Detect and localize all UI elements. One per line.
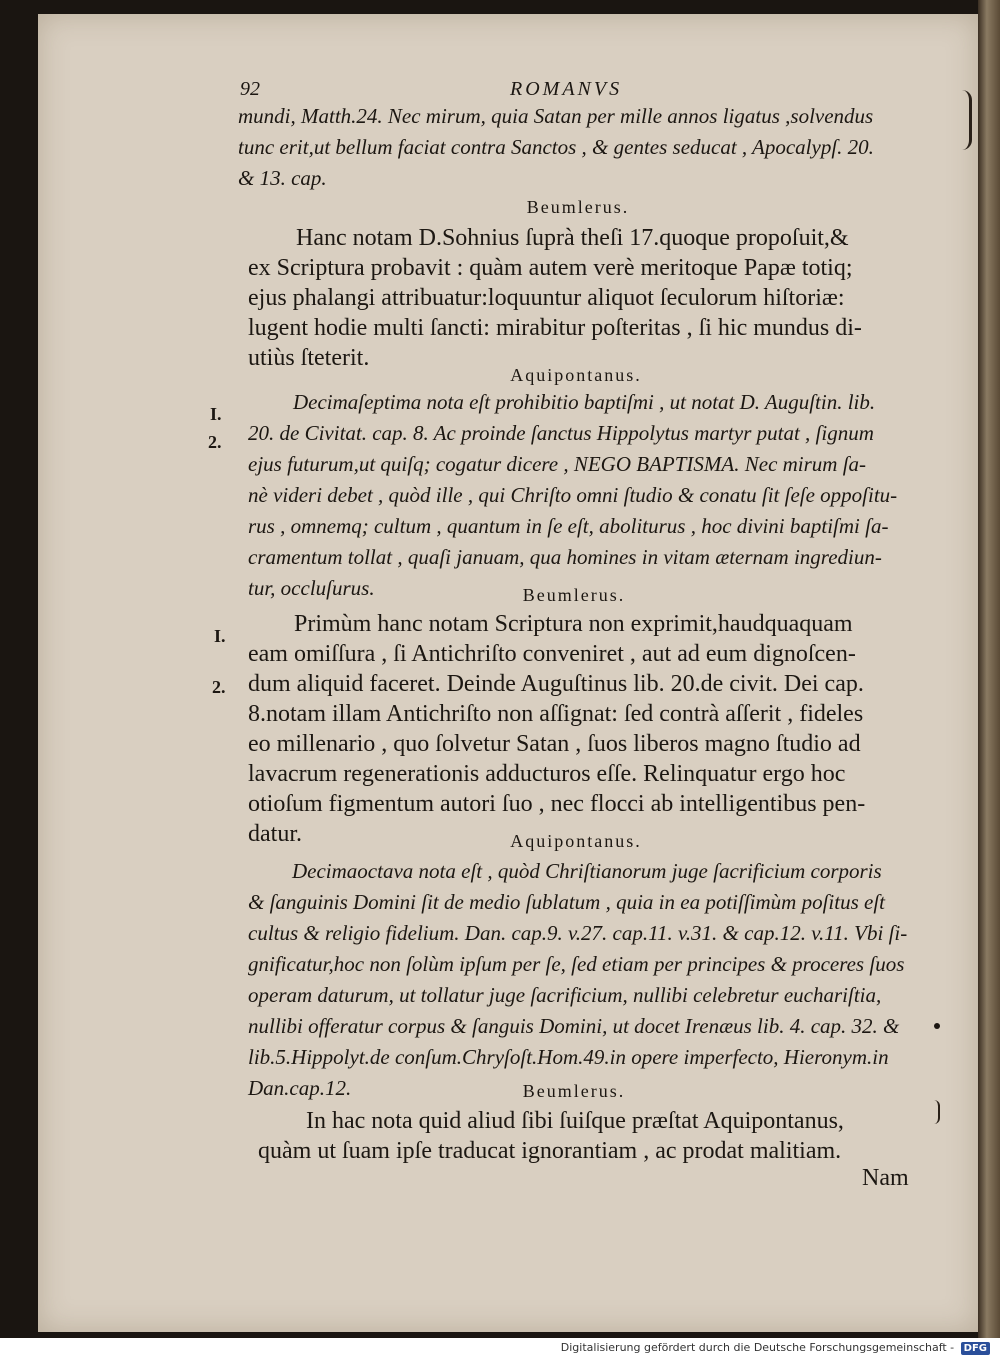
text-line: 8.notam illam Antichriſto non aſſignat: ſed contrà aſſerit , fideles: [248, 701, 864, 727]
text-line: tunc erit,ut bellum faciat contra Sanctos , & gentes seducat , Apocalypſ. 20.: [238, 135, 874, 159]
text-block-5: [248, 856, 938, 1104]
margin-number: 2.: [208, 432, 222, 452]
text-block-2: [248, 223, 928, 373]
text-line: cultus & religio fidelium. Dan. cap.9. v.27. cap.11. v.31. & cap.12. v.11. Vbi ſi-: [248, 921, 908, 945]
margin-number: I.: [210, 404, 222, 424]
footer-credit-text: Digitalisierung gefördert durch die Deutsche Forschungsgemeinschaft -: [560, 1341, 955, 1354]
text-line: nullibi offeratur corpus & ſanguis Domini, ut docet Irenæus lib. 4. cap. 32. &: [248, 1014, 900, 1038]
text-line: mundi, Matth.24. Nec mirum, quia Satan per mille annos ligatus ,solvendus: [238, 104, 874, 128]
text-line: Primùm hanc notam Scriptura non exprimit,haudquaquam: [294, 611, 853, 637]
section-heading: Aquipontanus.: [510, 365, 642, 385]
book-spine-edge: [978, 0, 1000, 1340]
text-line: tur, occluſurus.: [248, 576, 375, 600]
margin-number: I.: [214, 626, 226, 646]
text-line: ex Scriptura probavit : quàm autem verè meritoque Papæ totiq;: [248, 255, 853, 281]
text-line: otioſum figmentum autori ſuo , nec flocci ab intelligentibus pen-: [248, 791, 866, 817]
footer-credit: [561, 1341, 990, 1355]
text-line: ejus futurum,ut quiſq; cogatur dicere , NEGO BAPTISMA. Nec mirum ſa-: [248, 452, 867, 476]
dfg-logo: DFG: [961, 1342, 990, 1355]
section-heading: Beumlerus.: [522, 1081, 626, 1101]
text-line: ejus phalangi attribuatur:loquuntur aliquot ſeculorum hiſtoriæ:: [248, 285, 845, 311]
margin-ink-mark: [955, 90, 972, 150]
section-heading: Beumlerus.: [526, 197, 630, 217]
text-block-6: [258, 1106, 928, 1166]
text-line: nè videri debet , quòd ille , qui Chriſto omni ſtudio & conatu ſit ſeſe oppoſitu-: [248, 483, 898, 507]
text-line: utiùs ſteterit.: [248, 345, 370, 371]
text-line: 20. de Civitat. cap. 8. Ac proinde ſanctus Hippolytus martyr putat , ſignum: [248, 421, 874, 445]
text-line: eo millenario , quo ſolvetur Satan , ſuos liberos magno ſtudio ad: [248, 731, 861, 757]
running-head-title: ROMANVS: [510, 78, 623, 100]
section-heading: Beumlerus.: [522, 585, 626, 605]
text-block-4: [248, 609, 928, 849]
footer-bar: [0, 1338, 1000, 1360]
margin-number: 2.: [212, 677, 226, 697]
text-line: rus , omnemq; cultum , quantum in ſe eſt, aboliturus , hoc divini baptiſmi ſa-: [248, 514, 889, 538]
text-line: cramentum tollat , quaſi januam, qua homines in vitam æternam ingrediun-: [248, 545, 882, 569]
text-line: lavacrum regenerationis adducturos eſſe. Relinquatur ergo hoc: [248, 761, 846, 787]
page-number: 92: [240, 78, 260, 100]
text-block-3: [248, 387, 938, 604]
text-line: Dan.cap.12.: [248, 1076, 352, 1100]
text-line: In hac nota quid aliud ſibi ſuiſque præſtat Aquipontanus,: [306, 1108, 844, 1134]
text-line: lugent hodie multi ſancti: mirabitur poſteritas , ſi hic mundus di-: [248, 315, 862, 341]
text-line: lib.5.Hippolyt.de conſum.Chryſoſt.Hom.49.in opere imperfecto, Hieronym.in: [248, 1045, 889, 1069]
text-line: quàm ut ſuam ipſe traducat ignorantiam , ac prodat malitiam.: [258, 1138, 842, 1164]
text-line: operam daturum, ut tollatur juge ſacrificium, nullibi celebretur euchariſtia,: [248, 983, 882, 1007]
text-line: eam omiſſura , ſi Antichriſto conveniret , aut ad eum dignoſcen-: [248, 641, 856, 667]
text-line: Decimaſeptima nota eſt prohibitio baptiſmi , ut notat D. Auguſtin. lib.: [293, 390, 876, 414]
text-line: & 13. cap.: [238, 166, 327, 190]
text-block-1: [238, 101, 938, 194]
text-line: Decimaoctava nota eſt , quòd Chriſtianorum juge ſacrificium corporis: [292, 859, 882, 883]
text-line: dum aliquid faceret. Deinde Auguſtinus lib. 20.de civit. Dei cap.: [248, 671, 864, 697]
text-line: gnificatur,hoc non ſolùm ipſum per ſe, ſed etiam per principes & proceres ſuos: [248, 952, 905, 976]
text-line: datur.: [248, 821, 302, 847]
text-line: & ſanguinis Domini ſit de medio ſublatum , quia in ea potiſſimùm poſitus eſt: [248, 890, 885, 914]
catchword: Nam: [862, 1165, 909, 1191]
section-heading: Aquipontanus.: [510, 831, 642, 851]
text-line: Hanc notam D.Sohnius ſuprà theſi 17.quoque propoſuit,&: [296, 225, 849, 251]
